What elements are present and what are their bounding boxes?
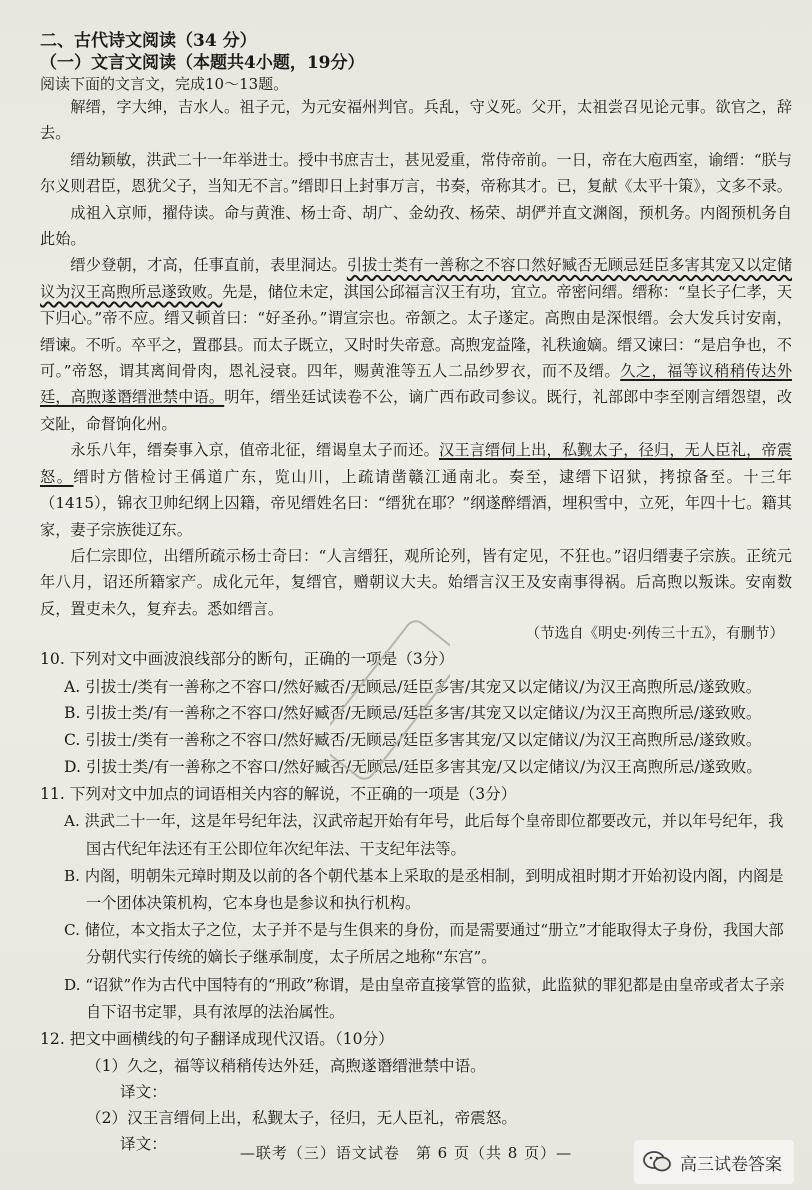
option-a <box>40 808 792 862</box>
option-text: 储位，本文指太子之位，太子并不是与生俱来的身份，而是需要通过“册立”才能取得太子身份，我国大部分朝代实行传统的嫡长子继承制度，太子所居之地称“东宫”。 <box>84 921 784 967</box>
page-content <box>40 30 792 1157</box>
option-label: C. <box>64 731 81 750</box>
option-label: D. <box>64 975 81 994</box>
item-label: （2） <box>86 1109 128 1128</box>
option-label: B. <box>64 866 80 885</box>
item-text: 久之，福等议稍稍传达外廷，高煦遂谮缙泄禁中语。 <box>127 1057 486 1076</box>
item-label: （1） <box>86 1057 128 1076</box>
option-label: B. <box>64 704 81 723</box>
option-c <box>40 727 792 754</box>
option-a <box>40 674 792 701</box>
passage-paragraph-2: 缙幼颖敏，洪武二十一年举进士。授中书庶吉士，甚见爱重，常侍帝前。一日，帝在大庖西室，谕缙：“朕与尔义则君臣，恩犹父子，当知无不言。”缙即日上封事万言，书奏，帝称其才。已，复献《太平十策》，文多不录。 <box>40 150 792 196</box>
option-label: C. <box>64 921 80 940</box>
question-stem: 10. 下列对文中画波浪线部分的断句，正确的一项是（3分） <box>40 650 454 669</box>
option-c <box>40 917 792 971</box>
option-text: 引拔士/类有一善称之不容口/然好臧否/无顾忌/廷臣多害其宠/又以定储议/为汉王高煦所忌/遂致败。 <box>85 731 762 750</box>
translation-item-2 <box>40 1105 792 1131</box>
wechat-icon <box>642 1149 672 1175</box>
option-label: A. <box>64 812 80 831</box>
underlined-sentence-1: 久之，福等议稍稍传达外廷，高煦遂谮缙泄禁中语。 <box>40 362 793 407</box>
option-d <box>40 972 792 1026</box>
question-12 <box>40 1026 792 1158</box>
passage-paragraph-6: 后仁宗即位，出缙所疏示杨士奇曰：“人言缙狂，观所论列，皆有定见，不狂也。”诏归缙妻子宗族。正统元年八月，诏还所籍家产。成化元年，复缙官，赠朝议大夫。始缙言汉王及安南事得祸。后高煦以叛诛。安南数反，置吏未久，复弃去。悉如缙言。 <box>40 546 792 618</box>
translation-item-1 <box>40 1053 792 1079</box>
passage-text: 先是，储位未定，淇国公邱福言汉王有功，宜立。帝密问缙。缙称：“皇长子仁孝，天下归心。”帝不应。缙又顿首曰：“好圣孙。”谓宣宗也。帝颔之。太子遂定。高煦由是深恨缙。会大发兵讨安南，缙谏。不听。卒平之，置郡县。而太子既立，又时时失帝意。高煦宠益隆，礼秩逾嫡。缙又谏曰：“是启争也，不可。”帝怒，谓其离间骨肉，恩礼浸衰。四年，赐黄淮等五人二品纱罗衣，而不及缙。 <box>40 282 793 381</box>
item-text: 汉王言缙伺上出，私觐太子，径归，无人臣礼，帝震怒。 <box>127 1109 517 1128</box>
section-intro: 阅读下面的文言文，完成10～13题。 <box>40 75 289 93</box>
passage-paragraph-4 <box>40 252 792 437</box>
wavy-underlined-sentence: 引拔士类有一善称之不容口然好臧否无顾忌廷臣多害其宠又以定储议为汉王高煦所忌遂致败。 <box>40 256 793 301</box>
passage-text: 明年，缙坐廷试读卷不公，谪广西布政司参议。既行，礼部郎中李至刚言缙怨望，改交阯，命督饷化州。 <box>40 388 793 433</box>
passage-paragraph-3: 成祖入京师，擢侍读。命与黄淮、杨士奇、胡广、金幼孜、杨荣、胡俨并直文渊阁，预机务。内阁预机务自此始。 <box>40 203 792 249</box>
option-label: A. <box>64 677 81 696</box>
question-10 <box>40 646 792 781</box>
option-label: D. <box>64 758 81 777</box>
question-stem: 11. 下列对文中加点的词语相关内容的解说，不正确的一项是（3分） <box>40 784 517 803</box>
page-footer: —联考（三）语文试卷 第 6 页（共 8 页）— <box>239 1144 573 1162</box>
option-text: 洪武二十一年，这是年号纪年法，汉武帝起开始有年号，此后每个皇帝即位都要改元，并以年号纪年，我国古代纪年法还有王公即位年次纪年法、干支纪年法等。 <box>84 812 784 858</box>
passage-text: 缙少登朝，才高，任事直前，表里洞达。 <box>70 256 347 275</box>
section-title: 二、古代诗文阅读（34 分） <box>40 31 257 51</box>
option-b <box>40 700 792 727</box>
passage-source: （节选自《明史·列传三十五》，有删节） <box>525 626 784 643</box>
option-text: 引拔士类/有一善称之不容口/然好臧否/无顾忌/廷臣多害其宠/又以定储议/为汉王高煦所忌/遂致败。 <box>85 758 762 777</box>
answer-label: 译文： <box>120 1083 167 1102</box>
passage-paragraph-1: 解缙，字大绅，吉水人。祖子元，为元安福州判官。兵乱，守义死。父开，太祖尝召见论元事。欲官之，辞去。 <box>40 98 792 143</box>
wechat-watermark-badge <box>634 1140 794 1184</box>
question-stem: 12. 把文中画横线的句子翻译成现代汉语。（10分） <box>40 1029 394 1048</box>
answer-label: 译文： <box>120 1135 167 1154</box>
section-subtitle: （一）文言文阅读（本题共4小题，19分） <box>40 53 365 73</box>
watermark-badge-text: 高三试卷答案 <box>680 1154 782 1175</box>
classical-passage <box>40 94 792 646</box>
option-b <box>40 863 792 917</box>
underlined-sentence-2: 汉王言缙伺上出，私觐太子，径归，无人臣礼，帝震怒。 <box>40 441 793 486</box>
question-11 <box>40 781 792 1026</box>
option-text: 内阁，明朝朱元璋时期及以前的各个朝代基本上采取的是丞相制，到明成祖时期才开始初设内阁，内阁是一个团体决策机构，它本身也是参议和执行机构。 <box>84 866 784 912</box>
option-d <box>40 754 792 781</box>
passage-paragraph-5 <box>40 437 792 543</box>
option-text: 引拔士类/有一善称之不容口/然好臧否/无顾忌/廷臣多害/其宠又以定储议/为汉王高煦所忌/遂致败。 <box>85 704 762 723</box>
option-text: 引拔士/类有一善称之不容口/然好臧否/无顾忌/廷臣多害/其宠又以定储议/为汉王高煦所忌/遂致败。 <box>85 677 762 696</box>
passage-text: 缙时方偕检讨王偁道广东，览山川，上疏请凿赣江通南北。奏至，逮缙下诏狱，拷掠备至。十三年（1415），锦衣卫帅纪纲上囚籍，帝见缙姓名曰：“缙犹在耶？”纲遂醉缙酒，埋积雪中，立死，年四十七。籍其家，妻子宗族徙辽东。 <box>40 467 793 539</box>
option-text: “诏狱”作为古代中国特有的“刑政”称谓，是由皇帝直接掌管的监狱，此监狱的罪犯都是由皇帝或者太子亲自下诏书定罪，具有浓厚的法治属性。 <box>85 975 785 1021</box>
passage-text: 永乐八年，缙奏事入京，值帝北征，缙谒皇太子而还。 <box>70 441 439 460</box>
